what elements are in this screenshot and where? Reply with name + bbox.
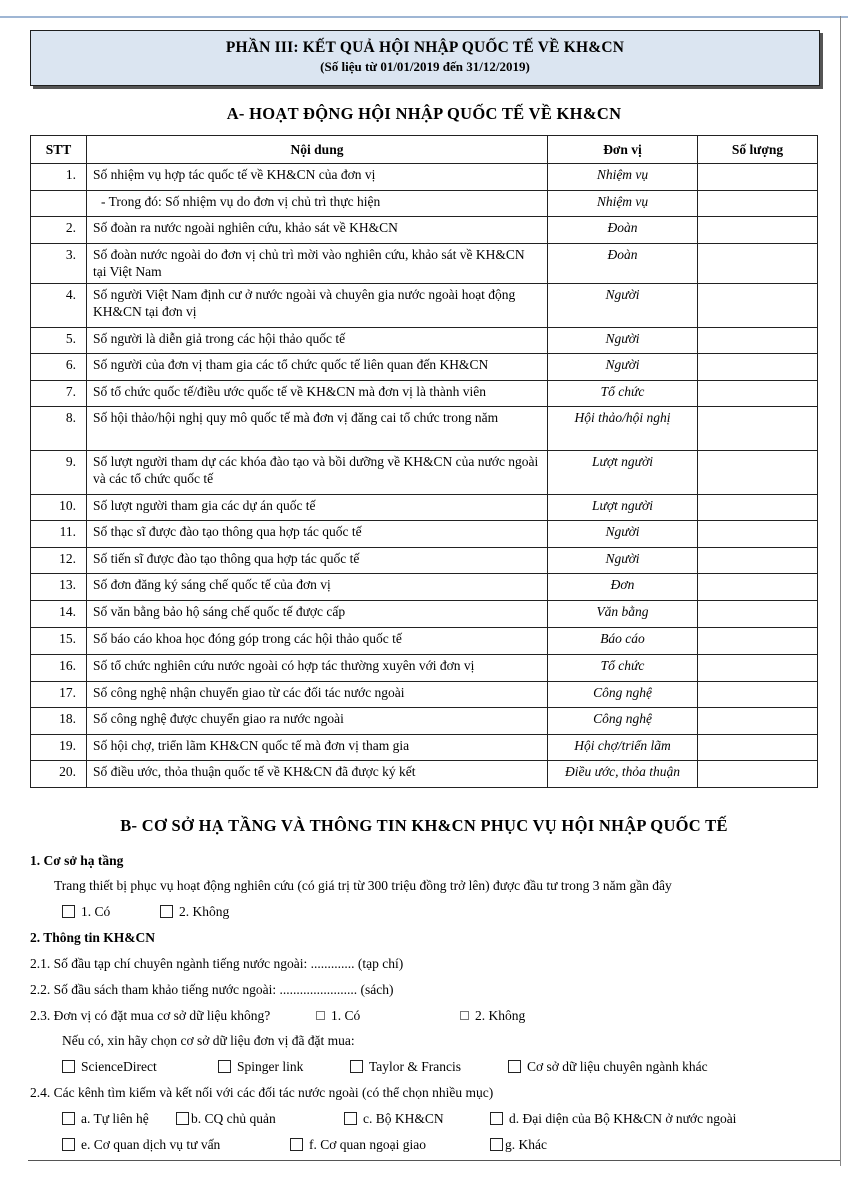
row-quantity-input[interactable] (698, 217, 818, 244)
row-content: Số tổ chức nghiên cứu nước ngoài có hợp tác thường xuyên với đơn vị (87, 655, 548, 682)
row-quantity-input[interactable] (698, 548, 818, 574)
row-content: Số công nghệ được chuyển giao ra nước ngoài (87, 708, 548, 735)
table-row (31, 354, 818, 381)
row-content: Số báo cáo khoa học đóng góp trong các hội thảo quốc tế (87, 628, 548, 655)
row-stt: 12. (31, 548, 87, 574)
row-stt: 10. (31, 495, 87, 521)
table-row (31, 682, 818, 708)
checkbox[interactable] (316, 1011, 325, 1020)
row-content: Số điều ước, thỏa thuận quốc tế về KH&CN đã được ký kết (87, 761, 548, 788)
row-quantity-input[interactable] (698, 381, 818, 407)
channels-question: 2.4. Các kênh tìm kiếm và kết nối với các đối tác nước ngoài (có thể chọn nhiều mục) (30, 1085, 494, 1100)
row-stt: 1. (31, 164, 87, 191)
checkbox[interactable] (62, 1112, 75, 1125)
row-unit: Nhiệm vụ (548, 191, 698, 217)
checkbox[interactable] (62, 905, 75, 918)
row-stt (31, 191, 87, 217)
row-content: Số văn bằng bảo hộ sáng chế quốc tế được cấp (87, 601, 548, 628)
database-note: Nếu có, xin hãy chọn cơ sở dữ liệu đơn vị đã đặt mua: (62, 1033, 355, 1048)
part-header (30, 30, 820, 86)
bottom-rule (28, 1160, 840, 1161)
row-content: Số đoàn nước ngoài do đơn vị chủ trì mời vào nghiên cứu, khảo sát về KH&CN tại Việt Nam (87, 244, 548, 284)
row-stt: 4. (31, 284, 87, 328)
row-content: Số đơn đăng ký sáng chế quốc tế của đơn vị (87, 574, 548, 601)
database-yes-option[interactable]: 1. Có (316, 1008, 360, 1024)
channel-option-b[interactable]: b. CQ chủ quản (176, 1111, 276, 1127)
db-option-other[interactable]: Cơ sở dữ liệu chuyên ngành khác (508, 1059, 708, 1075)
table-row (31, 574, 818, 601)
row-stt: 9. (31, 451, 87, 495)
row-unit: Công nghệ (548, 682, 698, 708)
row-unit: Báo cáo (548, 628, 698, 655)
checkbox[interactable] (490, 1138, 503, 1151)
channel-option-e[interactable]: e. Cơ quan dịch vụ tư vấn (62, 1137, 220, 1153)
row-unit: Lượt người (548, 495, 698, 521)
activities-table (30, 135, 818, 788)
channel-option-c[interactable]: c. Bộ KH&CN (344, 1111, 444, 1127)
row-quantity-input[interactable] (698, 328, 818, 354)
infra-no-option[interactable]: 2. Không (160, 904, 229, 920)
row-unit: Tổ chức (548, 655, 698, 682)
info-heading: 2. Thông tin KH&CN (30, 930, 156, 945)
row-quantity-input[interactable] (698, 682, 818, 708)
col-content: Nội dung (87, 136, 548, 164)
row-stt: 11. (31, 521, 87, 548)
row-unit: Văn bằng (548, 601, 698, 628)
checkbox[interactable] (344, 1112, 357, 1125)
row-unit: Người (548, 354, 698, 381)
row-content: Số nhiệm vụ hợp tác quốc tế về KH&CN của đơn vị (87, 164, 548, 191)
row-quantity-input[interactable] (698, 354, 818, 381)
table-row (31, 628, 818, 655)
db-option-taylor[interactable]: Taylor & Francis (350, 1059, 461, 1075)
checkbox[interactable] (160, 905, 173, 918)
table-row (31, 451, 818, 495)
row-quantity-input[interactable] (698, 628, 818, 655)
row-quantity-input[interactable] (698, 407, 818, 451)
row-stt: 3. (31, 244, 87, 284)
channel-option-d[interactable]: d. Đại diện của Bộ KH&CN ở nước ngoài (490, 1111, 736, 1127)
col-unit: Đơn vị (548, 136, 698, 164)
row-stt: 8. (31, 407, 87, 451)
col-qty: Số lượng (698, 136, 818, 164)
row-quantity-input[interactable] (698, 655, 818, 682)
row-stt: 13. (31, 574, 87, 601)
right-rule (840, 16, 841, 1166)
infra-question: Trang thiết bị phục vụ hoạt động nghiên cứu (có giá trị từ 300 triệu đồng trở lên) được đầu tư trong 3 năm gần đây (54, 878, 672, 893)
row-unit: Tổ chức (548, 381, 698, 407)
table-row (31, 328, 818, 354)
db-option-sciencedirect[interactable]: ScienceDirect (62, 1059, 157, 1075)
checkbox[interactable] (350, 1060, 363, 1073)
row-unit: Người (548, 328, 698, 354)
table-row (31, 284, 818, 328)
table-row (31, 381, 818, 407)
part-title: PHẦN III: KẾT QUẢ HỘI NHẬP QUỐC TẾ VỀ KH&CN (225, 39, 625, 56)
row-content: - Trong đó: Số nhiệm vụ do đơn vị chủ trì thực hiện (87, 191, 548, 217)
row-content: Số lượt người tham gia các dự án quốc tế (87, 495, 548, 521)
part-subtitle: (Số liệu từ 01/01/2019 đến 31/12/2019) (320, 59, 530, 74)
row-unit: Người (548, 284, 698, 328)
row-quantity-input[interactable] (698, 244, 818, 284)
row-stt: 14. (31, 601, 87, 628)
row-unit: Đoàn (548, 244, 698, 284)
journal-count-field[interactable]: 2.1. Số đầu tạp chí chuyên ngành tiếng nước ngoài: ............. (tạp chí) (30, 956, 404, 971)
row-unit: Hội chợ/triển lãm (548, 735, 698, 761)
row-content: Số đoàn ra nước ngoài nghiên cứu, khảo sát về KH&CN (87, 217, 548, 244)
checkbox[interactable] (290, 1138, 303, 1151)
row-content: Số tiến sĩ được đào tạo thông qua hợp tác quốc tế (87, 548, 548, 574)
database-no-option[interactable]: 2. Không (460, 1008, 525, 1024)
table-row (31, 217, 818, 244)
checkbox[interactable] (62, 1138, 75, 1151)
db-option-springer[interactable]: Spinger link (218, 1059, 303, 1075)
table-header-row (31, 136, 818, 164)
row-content: Số công nghệ nhận chuyển giao từ các đối tác nước ngoài (87, 682, 548, 708)
row-content: Số người là diễn giả trong các hội thảo quốc tế (87, 328, 548, 354)
row-stt: 2. (31, 217, 87, 244)
row-content: Số tổ chức quốc tế/điều ước quốc tế về KH&CN mà đơn vị là thành viên (87, 381, 548, 407)
book-count-field[interactable]: 2.2. Số đầu sách tham khảo tiếng nước ngoài: ....................... (sách) (30, 982, 394, 997)
row-unit: Người (548, 521, 698, 548)
table-row (31, 655, 818, 682)
checkbox[interactable] (490, 1112, 503, 1125)
row-content: Số người của đơn vị tham gia các tổ chức quốc tế liên quan đến KH&CN (87, 354, 548, 381)
database-question: 2.3. Đơn vị có đặt mua cơ sở dữ liệu không? (30, 1008, 271, 1023)
channel-option-g[interactable]: g. Khác (490, 1137, 547, 1153)
row-stt: 6. (31, 354, 87, 381)
col-stt: STT (31, 136, 87, 164)
table-row (31, 191, 818, 217)
row-content: Số người Việt Nam định cư ở nước ngoài và chuyên gia nước ngoài hoạt động KH&CN tại đơn vị (87, 284, 548, 328)
checkbox[interactable] (460, 1011, 469, 1020)
section-a-title: A- HOẠT ĐỘNG HỘI NHẬP QUỐC TẾ VỀ KH&CN (226, 104, 622, 123)
row-unit: Đoàn (548, 217, 698, 244)
row-quantity-input[interactable] (698, 284, 818, 328)
row-unit: Công nghệ (548, 708, 698, 735)
row-quantity-input[interactable] (698, 708, 818, 735)
row-unit: Đơn (548, 574, 698, 601)
channel-option-a[interactable]: a. Tự liên hệ (62, 1111, 149, 1127)
row-content: Số hội thảo/hội nghị quy mô quốc tế mà đơn vị đăng cai tổ chức trong năm (87, 407, 548, 451)
table-row (31, 495, 818, 521)
row-quantity-input[interactable] (698, 191, 818, 217)
table-row (31, 244, 818, 284)
infra-yes-option[interactable]: 1. Có (62, 904, 110, 920)
row-quantity-input[interactable] (698, 735, 818, 761)
section-b-title: B- CƠ SỞ HẠ TẦNG VÀ THÔNG TIN KH&CN PHỤC VỤ HỘI NHẬP QUỐC TẾ (120, 816, 728, 835)
row-stt: 16. (31, 655, 87, 682)
row-unit: Lượt người (548, 451, 698, 495)
row-unit: Hội thảo/hội nghị (548, 407, 698, 451)
table-row (31, 735, 818, 761)
row-stt: 18. (31, 708, 87, 735)
table-row (31, 548, 818, 574)
table-row (31, 601, 818, 628)
row-stt: 7. (31, 381, 87, 407)
table-row (31, 708, 818, 735)
row-stt: 17. (31, 682, 87, 708)
row-quantity-input[interactable] (698, 761, 818, 788)
table-row (31, 407, 818, 451)
row-quantity-input[interactable] (698, 451, 818, 495)
row-stt: 19. (31, 735, 87, 761)
infra-heading: 1. Cơ sở hạ tầng (30, 853, 124, 868)
row-quantity-input[interactable] (698, 574, 818, 601)
table-row (31, 761, 818, 788)
row-quantity-input[interactable] (698, 495, 818, 521)
row-quantity-input[interactable] (698, 521, 818, 548)
row-content: Số hội chợ, triển lãm KH&CN quốc tế mà đơn vị tham gia (87, 735, 548, 761)
row-quantity-input[interactable] (698, 601, 818, 628)
top-rule (0, 16, 848, 18)
row-stt: 5. (31, 328, 87, 354)
row-content: Số thạc sĩ được đào tạo thông qua hợp tác quốc tế (87, 521, 548, 548)
channel-option-f[interactable]: f. Cơ quan ngoại giao (290, 1137, 426, 1153)
checkbox[interactable] (176, 1112, 189, 1125)
row-content: Số lượt người tham dự các khóa đào tạo và bồi dưỡng về KH&CN của nước ngoài và các tổ chức quốc tế (87, 451, 548, 495)
row-stt: 15. (31, 628, 87, 655)
row-unit: Người (548, 548, 698, 574)
row-quantity-input[interactable] (698, 164, 818, 191)
checkbox[interactable] (218, 1060, 231, 1073)
row-unit: Nhiệm vụ (548, 164, 698, 191)
checkbox[interactable] (62, 1060, 75, 1073)
checkbox[interactable] (508, 1060, 521, 1073)
table-row (31, 521, 818, 548)
row-unit: Điều ước, thỏa thuận (548, 761, 698, 788)
row-stt: 20. (31, 761, 87, 788)
table-row (31, 164, 818, 191)
